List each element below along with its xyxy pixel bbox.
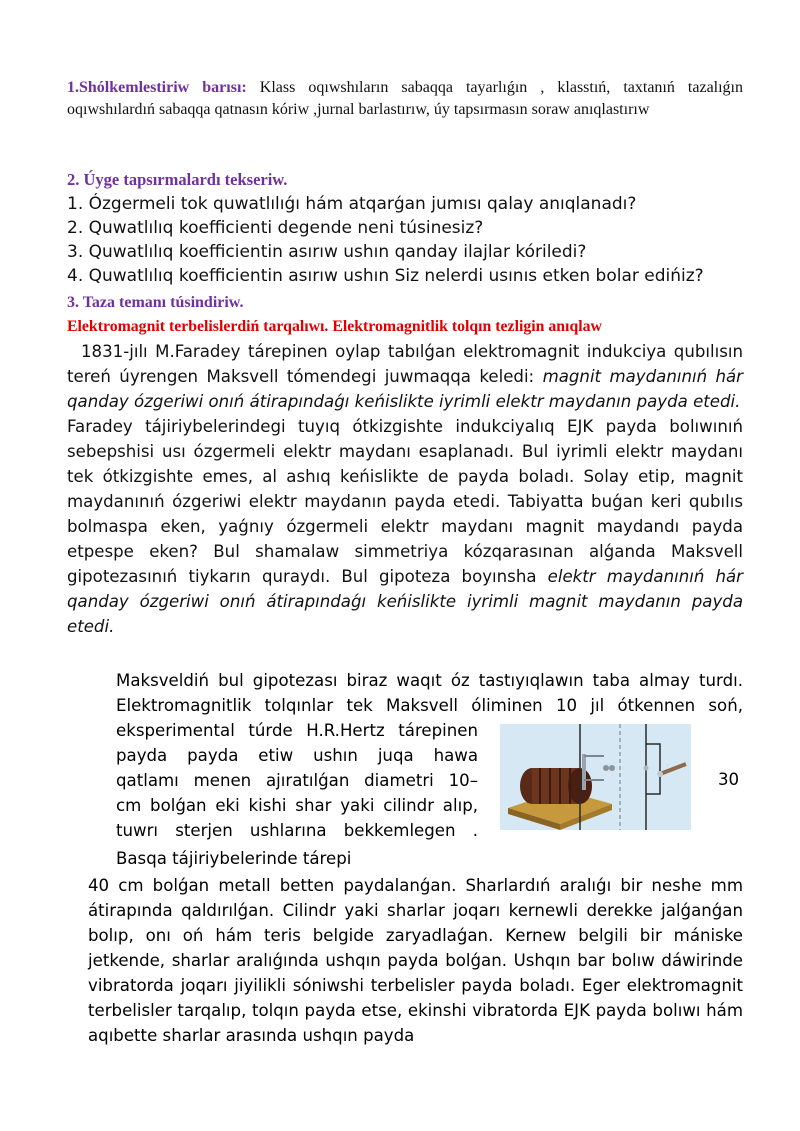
question-3: 3. Quwatlılıq koefficientin asırıw ushın qanday ilajlar kóriledi? bbox=[67, 242, 587, 262]
paragraph-2-text: Faradey tájiriybelerindegi tuyıq ótkizgishte indukciyalıq EJK payda bolıwınıń sebepshisi usı ózgermeli elektr maydanı esaplanadı. Bul iyrimli elektr maydanı tek ótkizgishte emes, al ashıq keńislikte de payda boladı. Solay etip, magnit maydanınıń ózgeriwi elektr maydanın payda etedi. Tabiyatta buǵan keri qubılıs bolmaspa eken, yaǵnıy ózgermeli elektr maydanı magnit maydandı payda etpespe eken? Bul shamalaw simmetriya kózqarasınan alǵanda Maksvell gipotezasınıń tiykarın quraydı. Bul gipoteza boyınsha bbox=[67, 417, 743, 586]
paragraph-3-line-1: Maksveldiń bul gipotezası biraz waqıt óz tastıyıqlawın taba almay turdı. bbox=[116, 671, 743, 690]
paragraph-4-text: 40 cm bolǵan metall betten paydalanǵan. Sharlardıń aralıǵı bir neshe mm átirapında qaldırılǵan. Cilindr yaki sharlar joqarı kernewli derekke jalǵanǵan bolıp, onı oń hám teris belgide zaryadlaǵan. Kernew belgili bir mániske jetkende, sharlar aralıǵında ushqın payda bolǵan. Ushqın bar bolıw dáwirinde vibratorda joqarı jiyilikli sóniwshi terbelisler payda boladı. Eger elektromagnit terbelisler tarqalıp, tolqın payda etse, ekinshi vibratorda EJK payda bolıwı hám aqıbette sharlar arasında ushqın payda bbox=[88, 876, 743, 1045]
paragraph-3-left-line: eksperimental túrde H.R.Hertz tárepinen bbox=[116, 721, 478, 740]
section-3-heading: 3. Taza temanı túsindiriw. bbox=[67, 294, 244, 311]
question-1: 1. Ózgermeli tok quwatlılıǵı hám atqarǵan jumısı qalay anıqlanadı? bbox=[67, 194, 637, 214]
section-3-subheading: Elektromagnit terbelislerdiń tarqalıwı. Elektromagnitlik tolqın tezligin anıqlaw bbox=[67, 318, 602, 335]
paragraph-2-italic: elektr maydanınıń hár qanday ózgeriwi onıń átirapındaǵı keńislikte iyrimli magnit maydanın payda etedi. bbox=[67, 567, 743, 636]
paragraph-1-text: 1831-jılı M.Faradey tárepinen oylap tabılǵan elektromagnit indukciya qubılısın tereń úyrengen Maksvell tómendegi juwmaqqa keledi: bbox=[67, 342, 743, 386]
section-3 bbox=[67, 291, 743, 339]
paragraph-3-top bbox=[116, 668, 743, 718]
paragraph-3-number: 30 bbox=[718, 770, 740, 789]
section-1-text: Klass oqıwshıların sabaqqa tayarlıǵın , klasstıń, taxtanıń tazalıǵın oqıwshılardıń sabaqqa qatnasın kóriw ,jurnal barlastırıw, úy tapsırmasın soraw anıqlastırıw bbox=[67, 79, 743, 118]
paragraph-3-left-line: tuwrı sterjen ushlarına bekkemlegen . bbox=[116, 821, 478, 840]
body-text bbox=[67, 339, 743, 639]
paragraph-1 bbox=[67, 339, 743, 414]
section-1-heading: 1.Shólkemlestiriw barısı: bbox=[67, 79, 247, 96]
paragraph-4 bbox=[88, 873, 743, 1048]
question-2: 2. Quwatlılıq koefficienti degende neni túsinesiz? bbox=[67, 218, 484, 238]
question-4: 4. Quwatlılıq koefficientin asırıw ushın Siz nelerdi usınıs etken bolar edińiz? bbox=[67, 266, 704, 286]
section-1 bbox=[67, 77, 743, 121]
paragraph-3-left-line: payda payda etiw ushın juqa hawa bbox=[116, 746, 478, 765]
paragraph-1-italic: magnit maydanınıń hár qanday ózgeriwi onıń átirapındaǵı keńislikte iyrimli elektr maydanın payda etedi. bbox=[67, 367, 743, 411]
paragraph-2 bbox=[67, 414, 743, 639]
section-2-heading: 2. Úyge tapsırmalardı tekseriw. bbox=[67, 170, 288, 189]
paragraph-3-left-column bbox=[116, 718, 478, 843]
paragraph-3-last-line: Basqa tájiriybelerinde tárepi bbox=[116, 849, 352, 868]
paragraph-3-line-2: Elektromagnitlik tolqınlar tek Maksvell óliminen 10 jıl ótkennen soń, bbox=[116, 696, 743, 715]
section-2 bbox=[67, 168, 743, 288]
paragraph-3-left-line: qatlamı menen ajıratılǵan diametri 10– bbox=[116, 771, 478, 790]
paragraph-3-left-line: cm bolǵan eki kishi shar yaki cilindr alıp, bbox=[116, 796, 478, 815]
hertz-vibrator-apparatus-image bbox=[500, 724, 691, 830]
